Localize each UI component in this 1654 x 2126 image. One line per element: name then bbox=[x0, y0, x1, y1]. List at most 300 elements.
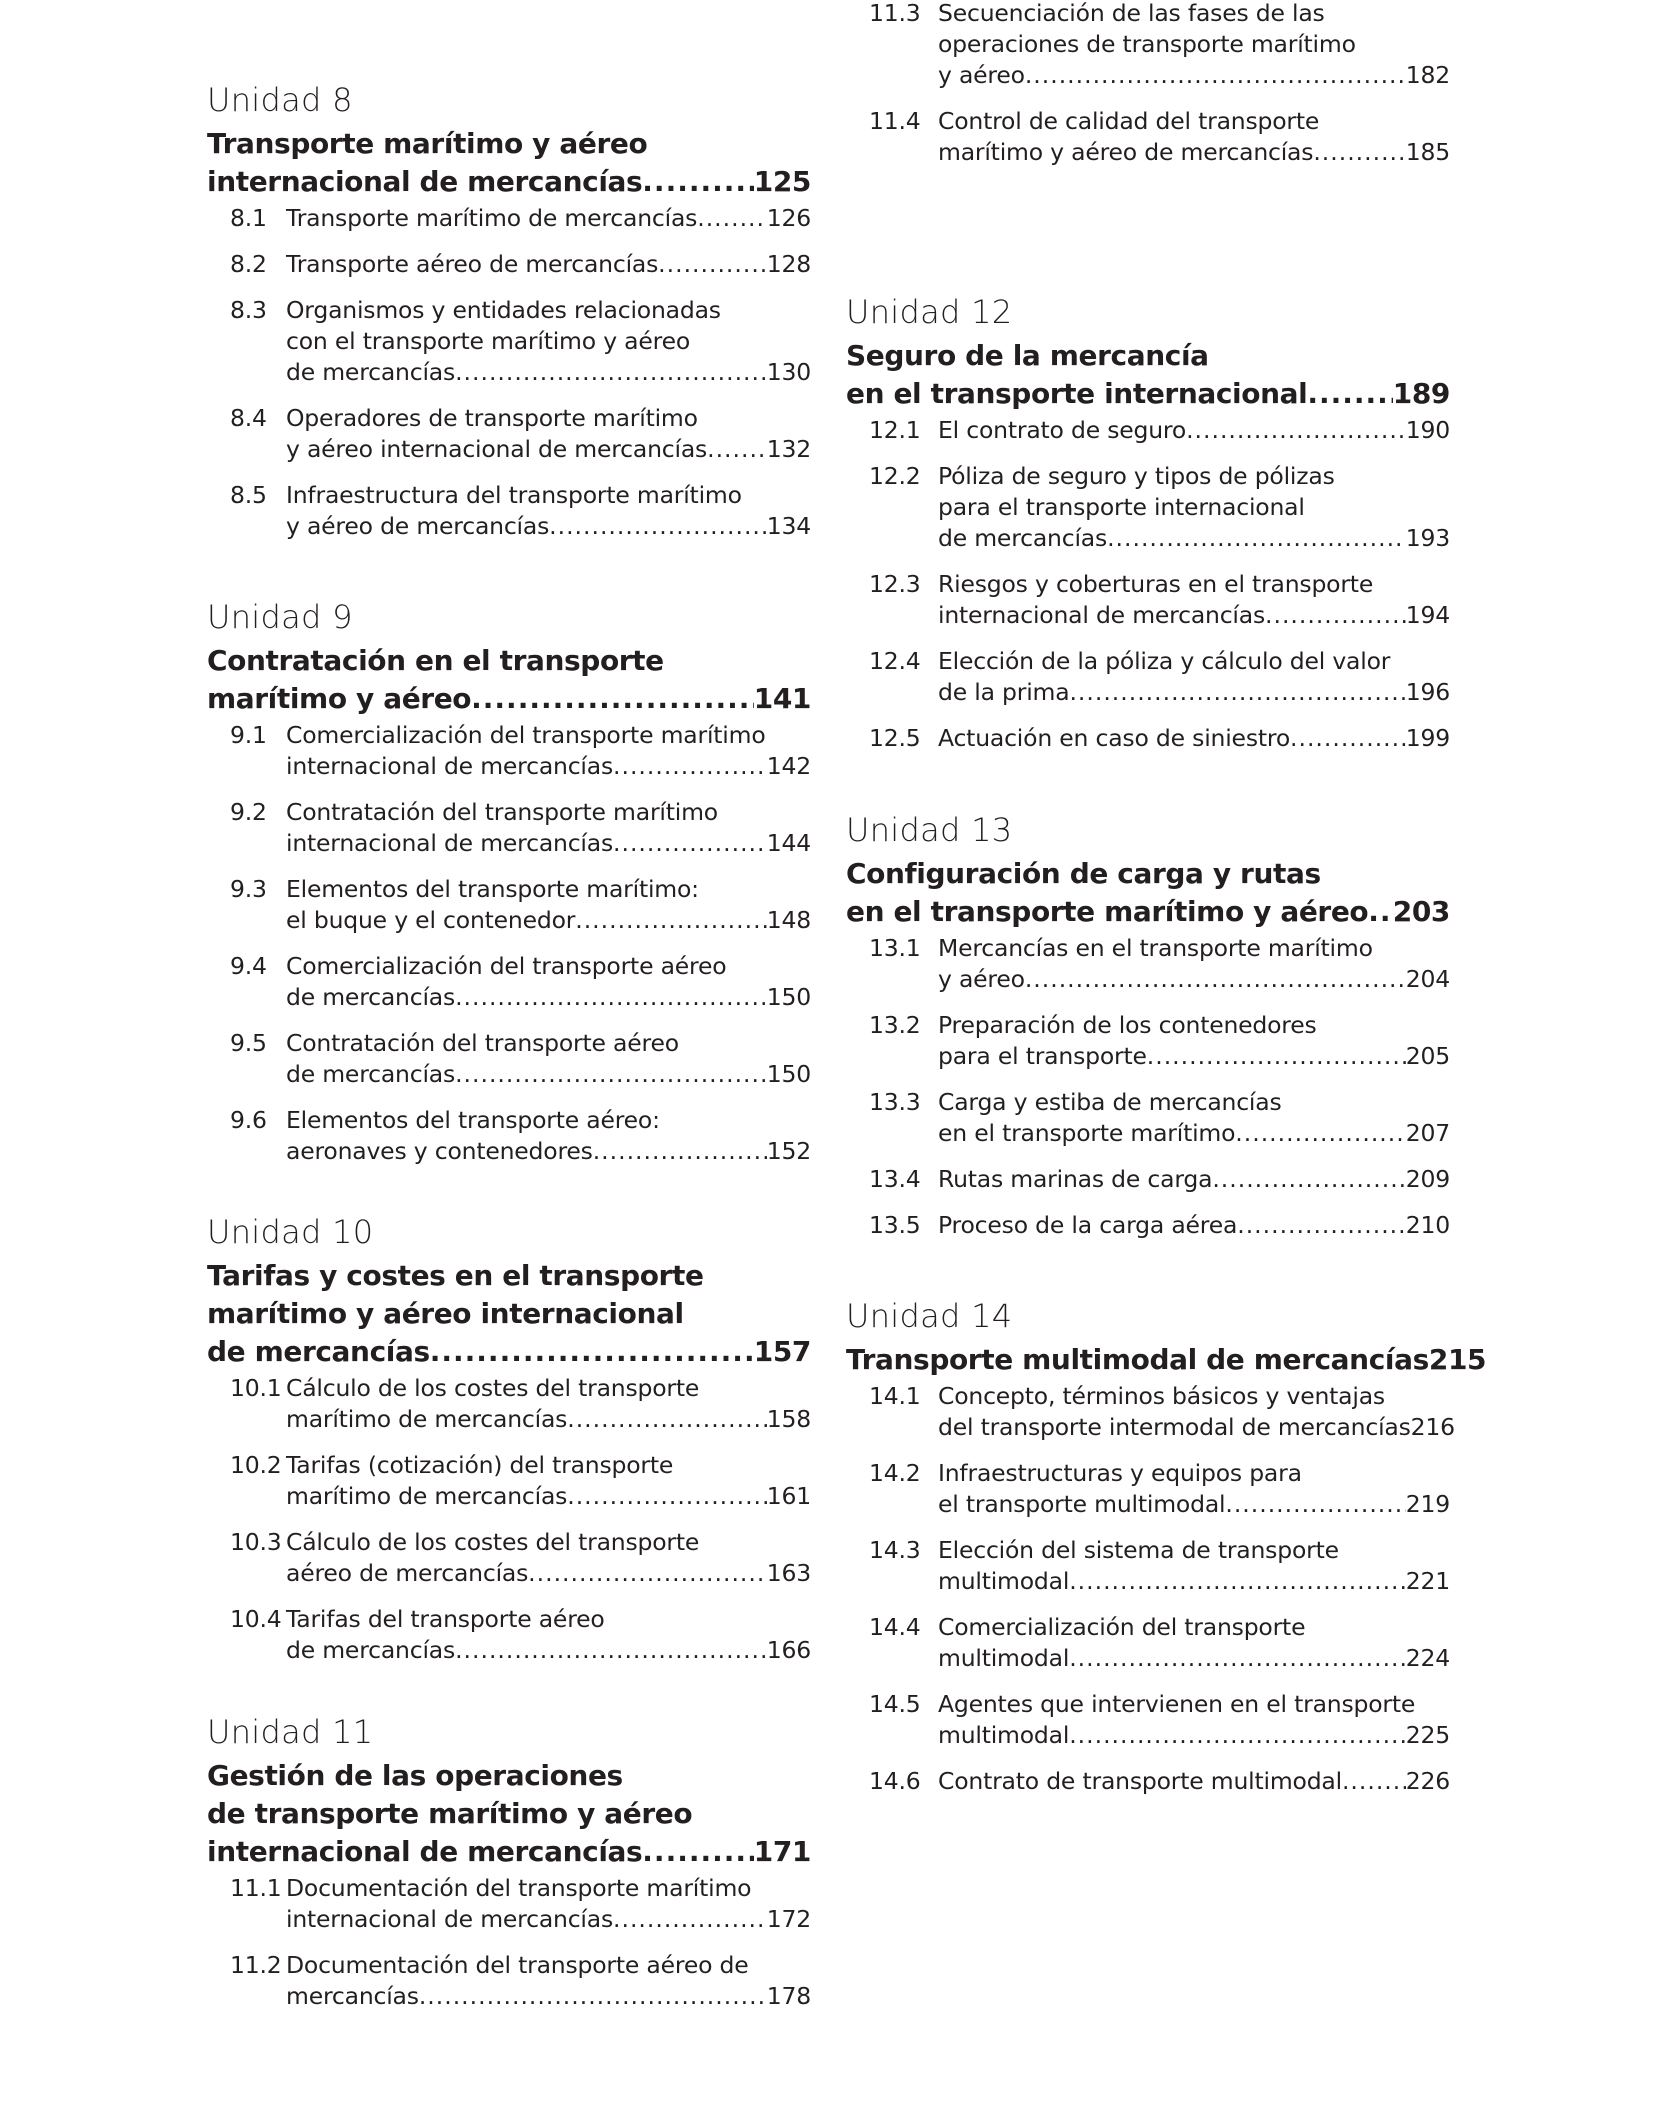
chapter-page-number: 215 bbox=[1428, 1343, 1487, 1376]
chapter-title-line: marítimo y aéreo internacional bbox=[207, 1297, 684, 1330]
section-page-number: 148 bbox=[766, 906, 811, 934]
section-title-text: multimodal bbox=[938, 1644, 1070, 1672]
toc-section-entry[interactable] bbox=[230, 403, 811, 465]
section-title-text: internacional de mercancías bbox=[938, 601, 1266, 629]
toc-section-entry[interactable] bbox=[230, 1604, 811, 1666]
dot-leader bbox=[593, 1136, 767, 1167]
toc-section-entry[interactable] bbox=[869, 723, 1450, 754]
section-title-last-line bbox=[938, 1164, 1450, 1195]
section-title-text: marítimo y aéreo de mercancías bbox=[938, 138, 1314, 166]
section-page-number: 210 bbox=[1405, 1211, 1450, 1239]
section-title-last-line bbox=[286, 1904, 811, 1935]
section-title-last-line bbox=[286, 1558, 811, 1589]
chapter-title-line: Seguro de la mercancía bbox=[846, 339, 1209, 372]
section-number: 13.4 bbox=[869, 1165, 921, 1193]
section-title-last-line bbox=[938, 1118, 1450, 1149]
section-body bbox=[938, 1381, 1455, 1443]
section-page-number: 219 bbox=[1405, 1490, 1450, 1518]
section-title-last-line bbox=[938, 1720, 1450, 1751]
toc-section-entry[interactable] bbox=[230, 295, 811, 388]
toc-section-entry[interactable] bbox=[869, 1087, 1450, 1149]
toc-section-entry[interactable] bbox=[230, 1450, 811, 1512]
chapter-page-number: 171 bbox=[753, 1835, 811, 1868]
dot-leader bbox=[1069, 1720, 1406, 1751]
dot-leader bbox=[430, 1333, 754, 1371]
chapter-title[interactable] bbox=[207, 1257, 811, 1371]
section-title-line: Contratación del transporte marítimo bbox=[286, 798, 718, 826]
section-title-line: Elementos del transporte aéreo: bbox=[286, 1106, 660, 1134]
section-page-number: 126 bbox=[766, 204, 811, 232]
section-title-last-line bbox=[938, 1566, 1450, 1597]
section-body bbox=[938, 1164, 1450, 1195]
section-title-last-line bbox=[938, 523, 1450, 554]
toc-section-entry[interactable] bbox=[869, 1381, 1455, 1443]
section-title-line: Contratación del transporte aéreo bbox=[286, 1029, 679, 1057]
section-list bbox=[846, 1381, 1455, 1797]
section-page-number: 161 bbox=[766, 1482, 811, 1510]
section-page-number: 142 bbox=[766, 752, 811, 780]
toc-section-entry[interactable] bbox=[230, 797, 811, 859]
section-body bbox=[938, 1010, 1450, 1072]
section-title-line: Cálculo de los costes del transporte bbox=[286, 1374, 700, 1402]
unit-label: Unidad 12 bbox=[846, 293, 1013, 331]
section-page-number: 224 bbox=[1405, 1644, 1450, 1672]
section-body bbox=[286, 1527, 811, 1589]
section-number: 8.2 bbox=[230, 250, 267, 278]
section-number: 9.3 bbox=[230, 875, 267, 903]
section-page-number: 182 bbox=[1405, 61, 1450, 89]
chapter-title-last-line bbox=[846, 1341, 1487, 1379]
section-title-line: Control de calidad del transporte bbox=[938, 107, 1320, 135]
section-title-line: Secuenciación de las fases de las bbox=[938, 0, 1325, 27]
section-title-text: multimodal bbox=[938, 1567, 1070, 1595]
section-number: 9.4 bbox=[230, 952, 267, 980]
section-page-number: 130 bbox=[766, 358, 811, 386]
chapter-page-number: 203 bbox=[1392, 895, 1450, 928]
section-page-number: 150 bbox=[766, 983, 811, 1011]
section-body bbox=[286, 1028, 811, 1090]
section-title-text: Contrato de transporte multimodal bbox=[938, 1767, 1342, 1795]
section-page-number: 221 bbox=[1405, 1567, 1450, 1595]
section-body bbox=[286, 295, 811, 388]
dot-leader bbox=[1025, 60, 1406, 91]
section-page-number: 132 bbox=[766, 435, 811, 463]
section-number: 9.5 bbox=[230, 1029, 267, 1057]
section-list bbox=[207, 720, 811, 1167]
dot-leader bbox=[1025, 964, 1406, 995]
section-body bbox=[286, 1373, 811, 1435]
section-page-number: 163 bbox=[766, 1559, 811, 1587]
unit-label: Unidad 13 bbox=[846, 811, 1013, 849]
chapter-title[interactable] bbox=[207, 125, 811, 201]
dot-leader bbox=[613, 751, 767, 782]
section-number: 14.5 bbox=[869, 1690, 921, 1718]
unit-label: Unidad 10 bbox=[207, 1213, 374, 1251]
dot-leader bbox=[549, 511, 767, 542]
section-number: 14.3 bbox=[869, 1536, 921, 1564]
toc-section-entry[interactable] bbox=[230, 874, 811, 936]
section-page-number: 216 bbox=[1410, 1413, 1455, 1441]
section-body bbox=[938, 1535, 1450, 1597]
dot-leader bbox=[471, 680, 754, 718]
chapter-page-number: 189 bbox=[1392, 377, 1450, 410]
section-body bbox=[938, 646, 1450, 708]
section-title-last-line bbox=[286, 1481, 811, 1512]
chapter-page-number: 141 bbox=[753, 682, 811, 715]
section-title-line: con el transporte marítimo y aéreo bbox=[286, 327, 691, 355]
toc-section-entry[interactable] bbox=[230, 249, 811, 280]
chapter-title-line: Gestión de las operaciones bbox=[207, 1759, 623, 1792]
section-title-line: Carga y estiba de mercancías bbox=[938, 1088, 1282, 1116]
section-title-last-line bbox=[938, 1489, 1450, 1520]
chapter-title-last-line bbox=[846, 893, 1450, 931]
chapter-title-last-line bbox=[207, 163, 811, 201]
chapter-title[interactable] bbox=[846, 1341, 1487, 1379]
chapter-title-text: internacional de mercancías bbox=[207, 165, 643, 198]
section-body bbox=[286, 1450, 811, 1512]
dot-leader bbox=[1342, 1766, 1406, 1797]
section-title-last-line bbox=[286, 249, 811, 280]
section-number: 14.6 bbox=[869, 1767, 921, 1795]
toc-section-entry[interactable] bbox=[869, 415, 1450, 446]
section-body bbox=[938, 1210, 1450, 1241]
chapter-page-number: 125 bbox=[753, 165, 811, 198]
section-number: 12.4 bbox=[869, 647, 921, 675]
toc-section-entry[interactable] bbox=[869, 1010, 1450, 1072]
section-title-last-line bbox=[286, 1059, 811, 1090]
dot-leader bbox=[642, 163, 753, 201]
section-title-line: Concepto, términos básicos y ventajas bbox=[938, 1382, 1385, 1410]
chapter-title[interactable] bbox=[207, 1757, 811, 1871]
section-number: 13.2 bbox=[869, 1011, 921, 1039]
section-list bbox=[846, 415, 1450, 754]
section-number: 12.5 bbox=[869, 724, 921, 752]
section-number: 8.3 bbox=[230, 296, 267, 324]
section-title-text: internacional de mercancías bbox=[286, 829, 614, 857]
section-title-text: El contrato de seguro bbox=[938, 416, 1187, 444]
dot-leader bbox=[1235, 1118, 1405, 1149]
section-page-number: 199 bbox=[1405, 724, 1450, 752]
section-body bbox=[938, 461, 1450, 554]
section-title-last-line bbox=[286, 434, 811, 465]
toc-unit bbox=[846, 1296, 1487, 1812]
toc-section-entry[interactable] bbox=[230, 951, 811, 1013]
section-title-last-line bbox=[286, 1635, 811, 1666]
dot-leader bbox=[1368, 893, 1393, 931]
dot-leader bbox=[1069, 677, 1405, 708]
section-title-text: multimodal bbox=[938, 1721, 1070, 1749]
section-number: 13.5 bbox=[869, 1211, 921, 1239]
section-number: 10.1 bbox=[230, 1374, 282, 1402]
section-body bbox=[938, 933, 1450, 995]
toc-section-entry[interactable] bbox=[230, 1527, 811, 1589]
section-page-number: 150 bbox=[766, 1060, 811, 1088]
section-title-line: Infraestructuras y equipos para bbox=[938, 1459, 1302, 1487]
dot-leader bbox=[1225, 1489, 1405, 1520]
dot-leader bbox=[1237, 1210, 1406, 1241]
dot-leader bbox=[707, 434, 767, 465]
section-body bbox=[286, 249, 811, 280]
section-body bbox=[286, 1950, 811, 2012]
section-number: 9.6 bbox=[230, 1106, 267, 1134]
chapter-title-line: Tarifas y costes en el transporte bbox=[207, 1259, 704, 1292]
toc-unit bbox=[207, 80, 811, 557]
toc-unit bbox=[846, 292, 1450, 769]
section-title-text: y aéreo bbox=[938, 965, 1025, 993]
section-title-text: de mercancías bbox=[286, 1060, 456, 1088]
section-body bbox=[938, 723, 1450, 754]
section-title-text: aéreo de mercancías bbox=[286, 1559, 529, 1587]
section-title-last-line bbox=[286, 203, 811, 234]
section-body bbox=[286, 951, 811, 1013]
section-body bbox=[286, 874, 811, 936]
toc-section-entry[interactable] bbox=[869, 1535, 1450, 1597]
section-title-text: internacional de mercancías bbox=[286, 1905, 614, 1933]
toc-section-entry[interactable] bbox=[869, 1612, 1450, 1674]
section-body bbox=[938, 415, 1450, 446]
section-title-last-line bbox=[938, 1643, 1450, 1674]
section-title-text: Transporte marítimo de mercancías bbox=[286, 204, 698, 232]
section-page-number: 152 bbox=[766, 1137, 811, 1165]
dot-leader bbox=[1313, 137, 1405, 168]
section-number: 14.2 bbox=[869, 1459, 921, 1487]
chapter-title-line: Transporte marítimo y aéreo bbox=[207, 127, 648, 160]
section-title-text: marítimo de mercancías bbox=[286, 1405, 568, 1433]
chapter-title-text: internacional de mercancías bbox=[207, 1835, 643, 1868]
chapter-title[interactable] bbox=[846, 855, 1450, 931]
section-title-last-line bbox=[938, 1041, 1450, 1072]
toc-section-entry[interactable] bbox=[230, 480, 811, 542]
chapter-title-text: Transporte multimodal de mercancías bbox=[846, 1343, 1429, 1376]
section-title-line: Póliza de seguro y tipos de pólizas bbox=[938, 462, 1335, 490]
toc-unit bbox=[846, 0, 1450, 183]
section-body bbox=[938, 1458, 1450, 1520]
dot-leader bbox=[1290, 723, 1406, 754]
section-title-text: el transporte multimodal bbox=[938, 1490, 1226, 1518]
section-title-last-line bbox=[938, 60, 1450, 91]
section-number: 11.3 bbox=[869, 0, 921, 27]
dot-leader bbox=[1265, 600, 1406, 631]
section-page-number: 205 bbox=[1405, 1042, 1450, 1070]
section-title-last-line bbox=[938, 964, 1450, 995]
toc-section-entry[interactable] bbox=[869, 933, 1450, 995]
section-title-last-line bbox=[286, 1136, 811, 1167]
toc-section-entry[interactable] bbox=[869, 646, 1450, 708]
toc-section-entry[interactable] bbox=[230, 1873, 811, 1935]
section-page-number: 144 bbox=[766, 829, 811, 857]
section-title-text: y aéreo bbox=[938, 61, 1025, 89]
section-body bbox=[938, 0, 1450, 91]
toc-section-entry[interactable] bbox=[869, 1689, 1450, 1751]
section-page-number: 196 bbox=[1405, 678, 1450, 706]
section-title-text: de la prima bbox=[938, 678, 1070, 706]
section-title-text: para el transporte bbox=[938, 1042, 1147, 1070]
toc-section-entry[interactable] bbox=[230, 1028, 811, 1090]
section-title-line: Documentación del transporte marítimo bbox=[286, 1874, 752, 1902]
section-title-text: Actuación en caso de siniestro bbox=[938, 724, 1290, 752]
dot-leader bbox=[642, 1833, 753, 1871]
section-title-last-line bbox=[938, 137, 1450, 168]
section-title-line: Elección de la póliza y cálculo del valor bbox=[938, 647, 1391, 675]
section-page-number: 190 bbox=[1405, 416, 1450, 444]
section-title-line: Tarifas (cotización) del transporte bbox=[286, 1451, 674, 1479]
dot-leader bbox=[1212, 1164, 1405, 1195]
dot-leader bbox=[1147, 1041, 1406, 1072]
section-number: 11.4 bbox=[869, 107, 921, 135]
chapter-title-last-line bbox=[207, 680, 811, 718]
section-title-text: aeronaves y contenedores bbox=[286, 1137, 593, 1165]
toc-unit bbox=[207, 597, 811, 1182]
chapter-title[interactable] bbox=[207, 642, 811, 718]
section-page-number: 178 bbox=[766, 1982, 811, 2010]
section-number: 10.2 bbox=[230, 1451, 282, 1479]
section-number: 13.3 bbox=[869, 1088, 921, 1116]
section-title-last-line bbox=[938, 723, 1450, 754]
section-page-number: 209 bbox=[1405, 1165, 1450, 1193]
section-title-text: Proceso de la carga aérea bbox=[938, 1211, 1238, 1239]
section-number: 12.3 bbox=[869, 570, 921, 598]
section-title-text: del transporte intermodal de mercancías bbox=[938, 1413, 1411, 1441]
toc-section-entry[interactable] bbox=[230, 720, 811, 782]
unit-label: Unidad 8 bbox=[207, 81, 353, 119]
dot-leader bbox=[1069, 1566, 1406, 1597]
chapter-title-last-line bbox=[207, 1833, 811, 1871]
section-page-number: 193 bbox=[1405, 524, 1450, 552]
chapter-title-line: Contratación en el transporte bbox=[207, 644, 664, 677]
toc-section-entry[interactable] bbox=[230, 1373, 811, 1435]
section-page-number: 128 bbox=[766, 250, 811, 278]
section-title-last-line bbox=[286, 905, 811, 936]
dot-leader bbox=[455, 1059, 767, 1090]
dot-leader bbox=[697, 203, 767, 234]
section-body bbox=[286, 480, 811, 542]
chapter-title-last-line bbox=[846, 375, 1450, 413]
toc-section-entry[interactable] bbox=[869, 0, 1450, 91]
section-number: 10.3 bbox=[230, 1528, 282, 1556]
toc-section-entry[interactable] bbox=[230, 1105, 811, 1167]
unit-label: Unidad 14 bbox=[846, 1297, 1013, 1335]
section-number: 9.2 bbox=[230, 798, 267, 826]
chapter-title-text: marítimo y aéreo bbox=[207, 682, 472, 715]
section-page-number: 225 bbox=[1405, 1721, 1450, 1749]
toc-unit bbox=[846, 810, 1450, 1256]
toc-section-entry[interactable] bbox=[869, 569, 1450, 631]
section-body bbox=[286, 720, 811, 782]
toc-section-entry[interactable] bbox=[869, 1210, 1450, 1241]
section-title-text: de mercancías bbox=[286, 983, 456, 1011]
section-body bbox=[938, 1612, 1450, 1674]
section-page-number: 207 bbox=[1405, 1119, 1450, 1147]
unit-label: Unidad 9 bbox=[207, 598, 353, 636]
dot-leader bbox=[528, 1558, 767, 1589]
section-number: 14.4 bbox=[869, 1613, 921, 1641]
toc-section-entry[interactable] bbox=[230, 203, 811, 234]
dot-leader bbox=[419, 1981, 767, 2012]
section-title-line: Riesgos y coberturas en el transporte bbox=[938, 570, 1374, 598]
section-body bbox=[286, 203, 811, 234]
section-title-text: y aéreo internacional de mercancías bbox=[286, 435, 708, 463]
section-title-text: Rutas marinas de carga bbox=[938, 1165, 1213, 1193]
section-title-line: Preparación de los contenedores bbox=[938, 1011, 1317, 1039]
section-title-line: Elección del sistema de transporte bbox=[938, 1536, 1339, 1564]
dot-leader bbox=[613, 1904, 767, 1935]
section-page-number: 172 bbox=[766, 1905, 811, 1933]
section-title-text: el buque y el contenedor bbox=[286, 906, 576, 934]
section-title-line: Comercialización del transporte aéreo bbox=[286, 952, 727, 980]
section-title-last-line bbox=[286, 1404, 811, 1435]
section-title-line: Elementos del transporte marítimo: bbox=[286, 875, 699, 903]
section-number: 8.5 bbox=[230, 481, 267, 509]
section-page-number: 134 bbox=[766, 512, 811, 540]
dot-leader bbox=[567, 1404, 767, 1435]
section-number: 8.1 bbox=[230, 204, 267, 232]
section-title-line: Infraestructura del transporte marítimo bbox=[286, 481, 742, 509]
section-body bbox=[938, 1087, 1450, 1149]
toc-section-entry[interactable] bbox=[869, 461, 1450, 554]
section-number: 10.4 bbox=[230, 1605, 282, 1633]
section-body bbox=[938, 1766, 1450, 1797]
section-title-line: Comercialización del transporte bbox=[938, 1613, 1306, 1641]
section-body bbox=[938, 106, 1450, 168]
section-title-last-line bbox=[286, 1981, 811, 2012]
section-title-last-line bbox=[938, 600, 1450, 631]
section-list bbox=[207, 1873, 811, 2012]
section-title-text: en el transporte marítimo bbox=[938, 1119, 1236, 1147]
section-title-text: y aéreo de mercancías bbox=[286, 512, 550, 540]
section-title-line: para el transporte internacional bbox=[938, 493, 1305, 521]
toc-section-entry[interactable] bbox=[869, 1766, 1450, 1797]
toc-section-entry[interactable] bbox=[230, 1950, 811, 2012]
dot-leader bbox=[1307, 375, 1392, 413]
section-title-text: internacional de mercancías bbox=[286, 752, 614, 780]
section-title-last-line bbox=[286, 828, 811, 859]
chapter-page-number: 157 bbox=[753, 1335, 811, 1368]
section-number: 12.1 bbox=[869, 416, 921, 444]
section-title-text: de mercancías bbox=[286, 358, 456, 386]
dot-leader bbox=[658, 249, 767, 280]
dot-leader bbox=[1186, 415, 1406, 446]
chapter-title-line: de transporte marítimo y aéreo bbox=[207, 1797, 693, 1830]
dot-leader bbox=[455, 982, 767, 1013]
chapter-title-last-line bbox=[207, 1333, 811, 1371]
section-title-last-line bbox=[286, 357, 811, 388]
toc-unit bbox=[207, 1712, 811, 2027]
dot-leader bbox=[1107, 523, 1406, 554]
toc-section-entry[interactable] bbox=[869, 106, 1450, 168]
section-title-line: Mercancías en el transporte marítimo bbox=[938, 934, 1373, 962]
section-page-number: 226 bbox=[1405, 1767, 1450, 1795]
section-page-number: 158 bbox=[766, 1405, 811, 1433]
toc-unit bbox=[207, 1212, 811, 1681]
chapter-title[interactable] bbox=[846, 337, 1450, 413]
section-title-line: Operadores de transporte marítimo bbox=[286, 404, 698, 432]
section-title-last-line bbox=[938, 677, 1450, 708]
unit-label: Unidad 11 bbox=[207, 1713, 374, 1751]
dot-leader bbox=[567, 1481, 767, 1512]
dot-leader bbox=[575, 905, 767, 936]
toc-section-entry[interactable] bbox=[869, 1164, 1450, 1195]
section-body bbox=[286, 1873, 811, 1935]
section-title-line: Cálculo de los costes del transporte bbox=[286, 1528, 700, 1556]
toc-section-entry[interactable] bbox=[869, 1458, 1450, 1520]
section-title-text: de mercancías bbox=[286, 1636, 456, 1664]
section-title-line: Organismos y entidades relacionadas bbox=[286, 296, 721, 324]
section-body bbox=[286, 1604, 811, 1666]
section-title-line: Documentación del transporte aéreo de bbox=[286, 1951, 749, 1979]
dot-leader bbox=[613, 828, 767, 859]
section-number: 12.2 bbox=[869, 462, 921, 490]
section-body bbox=[286, 1105, 811, 1167]
